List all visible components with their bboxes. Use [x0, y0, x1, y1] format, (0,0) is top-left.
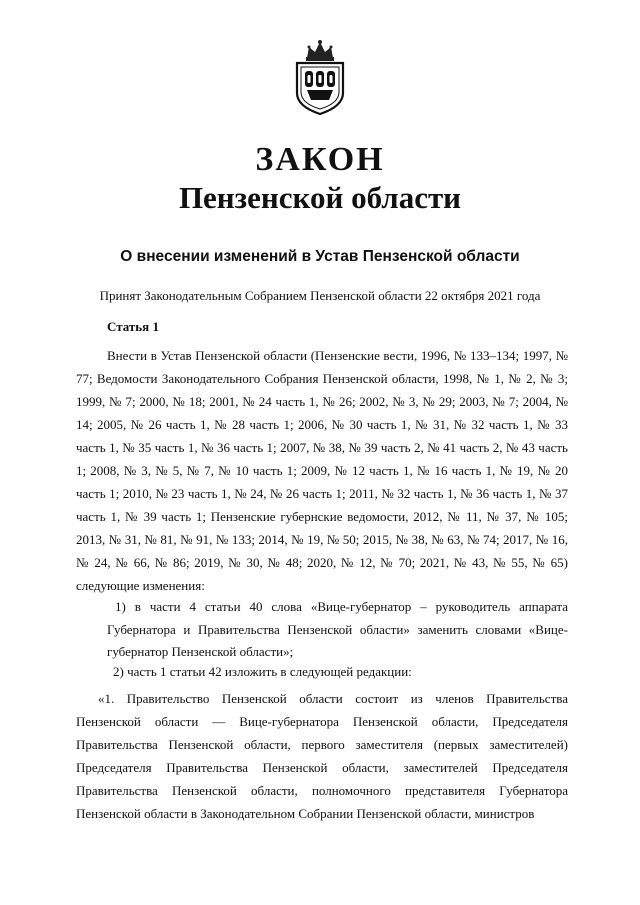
document-subtitle: Пензенской области — [178, 180, 462, 215]
adoption-note: Принят Законодательным Собранием Пензенской области 22 октября 2021 года — [99, 288, 541, 303]
quoted-paragraph: «1. Правительство Пензенской области состоит из членов Правительства Пензенской области — Вице-губернатора Пензенской области, Председателя Правительства Пензенской области, первого заместителя (первых заместителей) Председателя Правительства Пензенской области, заместителей Председателя Правительства Пензенской области, полномочного представителя Губернатора Пензенской области в Законодательном Собрании Пензенской области, министров — [76, 691, 568, 821]
law-heading: О внесении изменений в Устав Пензенской области — [120, 248, 520, 265]
list-item-2: 2) часть 1 статьи 42 изложить в следующей редакции: — [113, 664, 412, 679]
coat-of-arms-icon — [289, 38, 351, 116]
document-title: ЗАКОН — [255, 141, 385, 178]
article-heading: Статья 1 — [107, 319, 159, 334]
intro-paragraph: Внести в Устав Пензенской области (Пензенские вести, 1996, № 133–134; 1997, № 77; Ведомости Законодательного Собрания Пензенской области, 1998, № 1, № 2, № 3; 1999, № 7; 2000, № 18; 2001, № 24 часть 1, № 26; 2002, № 3, № 29; 2003, № 7; 2004, № 14; 2005, № 26 часть 1, № 28 часть 1; 2006, № 30 часть 1, № 31, № 32 часть 1, № 33 часть 1, № 35 часть 1, № 36 часть 1; 2007, № 38, № 39 часть 2, № 41 часть 2, № 43 часть 1; 2008, № 3, № 5, № 7, № 10 часть 1; 2009, № 12 часть 1, № 16 часть 1, № 19, № 20 часть 1; 2010, № 23 часть 1, № 24, № 26 часть 1; 2011, № 32 часть 1, № 36 часть 1, № 37 часть 1, № 39 часть 1; Пензенские губернские ведомости, 2012, № 11, № 37, № 105; 2013, № 31, № 81, № 91, № 133; 2014, № 19, № 50; 2015, № 38, № 63, № 74; 2017, № 16, № 24, № 66, № 86; 2019, № 30, № 48; 2020, № 12, № 70; 2021, № 43, № 55, № 65) следующие изменения: — [76, 348, 568, 593]
list-item-1: 1) в части 4 статьи 40 слова «Вице-губернатор – руководитель аппарата Губернатора и Правительства Пензенской области» заменить словами «Вице-губернатор Пензенской области»; — [107, 599, 568, 659]
